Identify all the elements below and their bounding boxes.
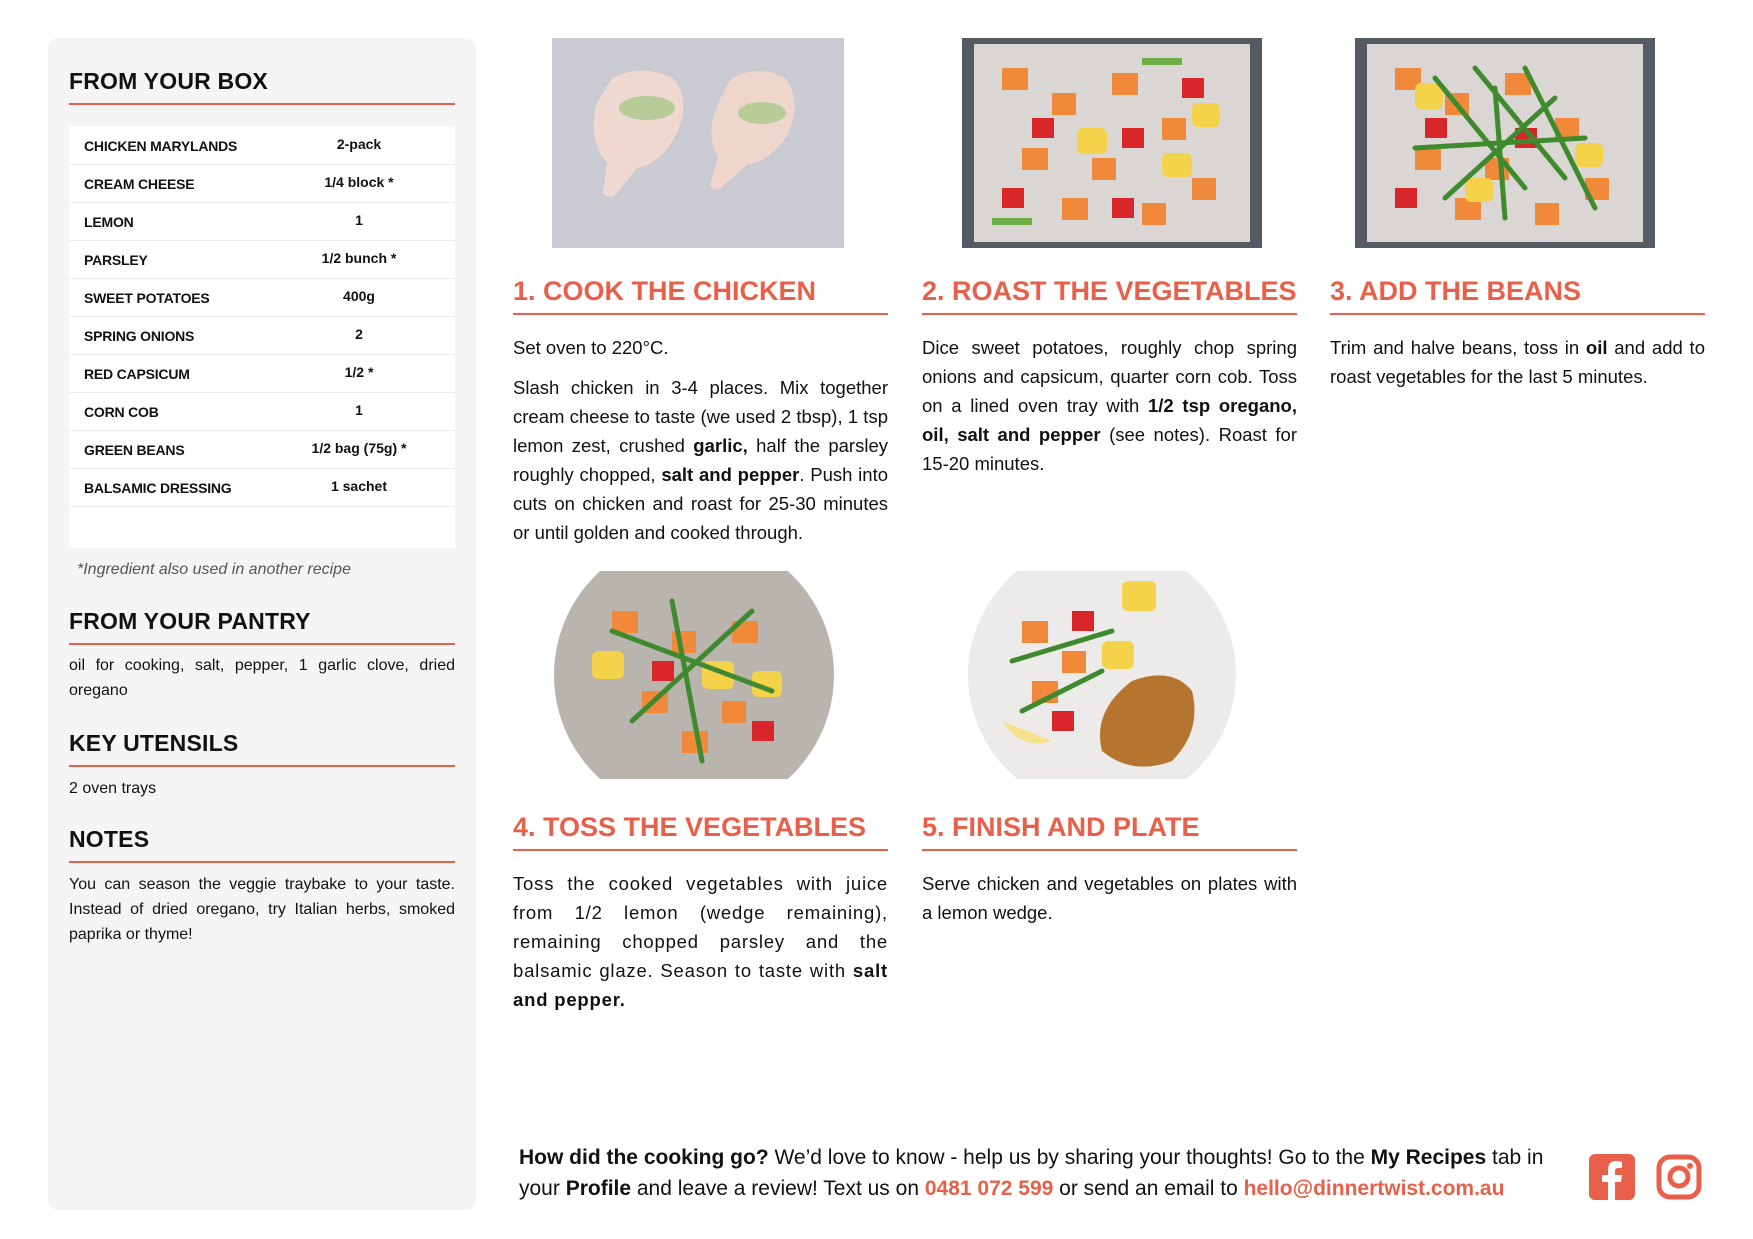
ingredient-name: BALSAMIC DRESSING <box>84 480 232 496</box>
bold-span: 1/2 tsp oregano, oil, salt and pepper <box>922 395 1297 445</box>
step-3-text <box>1330 333 1705 402</box>
step-5-title: 5. FINISH AND PLATE <box>922 812 1297 851</box>
ingredient-row <box>69 164 455 203</box>
email-link[interactable]: hello@dinnertwist.com.au <box>1243 1177 1505 1200</box>
ingredients-table <box>69 126 455 548</box>
ingredient-row <box>69 392 455 431</box>
facebook-icon[interactable] <box>1589 1154 1635 1200</box>
ingredient-row <box>69 240 455 279</box>
ingredient-qty: 1 <box>355 402 363 418</box>
ingredient-qty: 1/2 bunch * <box>321 250 397 266</box>
bold-span: salt and pepper. <box>513 960 888 1010</box>
footnote: *Ingredient also used in another recipe <box>77 561 351 578</box>
step-5-photo <box>962 571 1262 779</box>
text-span: tab in your <box>519 1146 1544 1200</box>
bold-span: oil <box>1585 337 1608 358</box>
text-span: Toss the cooked vegetables with juice from 1/2 lemon (wedge remaining), remaining chopped parsley and the balsamic glaze. Season to taste with <box>513 873 888 981</box>
pantry-text: oil for cooking, salt, pepper, 1 garlic clove, dried oregano <box>69 657 455 699</box>
text-span: Slash chicken in 3-4 places. Mix together cream cheese to taste (we used 2 tbsp), 1 tsp lemon zest, crushed <box>513 377 888 456</box>
ingredient-qty: 400g <box>343 288 375 304</box>
text-span: Dice sweet potatoes, roughly chop spring onions and capsicum, quarter corn cob. Toss on a lined oven tray with <box>922 337 1297 416</box>
notes-text: You can season the veggie traybake to your taste. Instead of dried oregano, try Italian herbs, smoked paprika or thyme! <box>69 876 455 943</box>
instagram-icon[interactable] <box>1656 1154 1702 1200</box>
step-4-text <box>513 869 888 1025</box>
step-1-title: 1. COOK THE CHICKEN <box>513 276 888 315</box>
step-3-photo <box>1355 38 1655 248</box>
ingredient-row <box>69 468 455 507</box>
my-recipes-link[interactable]: My Recipes <box>1370 1146 1487 1169</box>
step-3-title: 3. ADD THE BEANS <box>1330 276 1705 315</box>
step-4-title: 4. TOSS THE VEGETABLES <box>513 812 888 851</box>
ingredient-qty: 2-pack <box>336 136 382 152</box>
text-span: Trim and halve beans, toss in <box>1330 337 1586 358</box>
bold-span: garlic, <box>693 435 748 456</box>
utensils-title: KEY UTENSILS <box>69 730 455 767</box>
ingredient-name: CREAM CHEESE <box>84 176 195 192</box>
text-span: We’d love to know - help us by sharing your thoughts! Go to the <box>768 1146 1371 1169</box>
text-span: and leave a review! Text us on <box>631 1177 925 1200</box>
ingredient-name: PARSLEY <box>84 252 148 268</box>
text-span: Serve chicken and vegetables on plates with a lemon wedge. <box>922 873 1297 923</box>
utensils-text: 2 oven trays <box>69 780 157 797</box>
footer-question: How did the cooking go? <box>519 1146 769 1169</box>
ingredient-name: CHICKEN MARYLANDS <box>84 138 238 154</box>
text-span: or send an email to <box>1053 1177 1244 1200</box>
text-span: and add to roast vegetables for the last 5 minutes. <box>1330 337 1705 387</box>
text-span: (see notes). Roast for 15-20 minutes. <box>922 424 1297 474</box>
ingredient-qty: 1/2 bag (75g) * <box>311 440 407 456</box>
ingredient-qty: 1 <box>355 212 363 228</box>
ingredient-qty: 1 sachet <box>330 478 388 494</box>
ingredient-row <box>69 126 455 165</box>
text-span: half the parsley roughly chopped, <box>513 435 888 485</box>
step-4-photo <box>552 571 844 779</box>
ingredient-row <box>69 202 455 241</box>
ingredient-row <box>69 354 455 393</box>
ingredient-name: RED CAPSICUM <box>84 366 190 382</box>
ingredient-name: SPRING ONIONS <box>84 328 195 344</box>
ingredient-name: LEMON <box>84 214 134 230</box>
profile-link[interactable]: Profile <box>565 1177 632 1200</box>
review-footer <box>519 1142 1579 1204</box>
ingredient-qty: 1/2 * <box>344 364 374 380</box>
ingredient-qty: 1/4 block * <box>324 174 394 190</box>
phone-link[interactable]: 0481 072 599 <box>924 1177 1054 1200</box>
step-2-photo <box>962 38 1262 248</box>
ingredient-name: SWEET POTATOES <box>84 290 210 306</box>
ingredient-name: CORN COB <box>84 404 159 420</box>
step-1-intro: Set oven to 220°C. <box>513 337 669 358</box>
step-2-text <box>922 333 1297 489</box>
step-5-text <box>922 869 1297 938</box>
ingredient-row <box>69 430 455 469</box>
ingredient-row <box>69 316 455 355</box>
step-2-title: 2. ROAST THE VEGETABLES <box>922 276 1297 315</box>
text-span: . Push into cuts on chicken and roast for 25-30 minutes or until golden and cooked through. <box>513 464 888 543</box>
notes-title: NOTES <box>69 826 455 863</box>
ingredient-qty: 2 <box>355 326 363 342</box>
bold-span: salt and pepper <box>661 464 800 485</box>
pantry-title: FROM YOUR PANTRY <box>69 608 455 645</box>
ingredient-row <box>69 278 455 317</box>
ingredients-sidebar <box>48 38 476 1210</box>
box-title: FROM YOUR BOX <box>69 68 455 105</box>
step-1-text <box>513 333 888 558</box>
step-1-photo <box>552 38 844 248</box>
ingredient-name: GREEN BEANS <box>84 442 185 458</box>
